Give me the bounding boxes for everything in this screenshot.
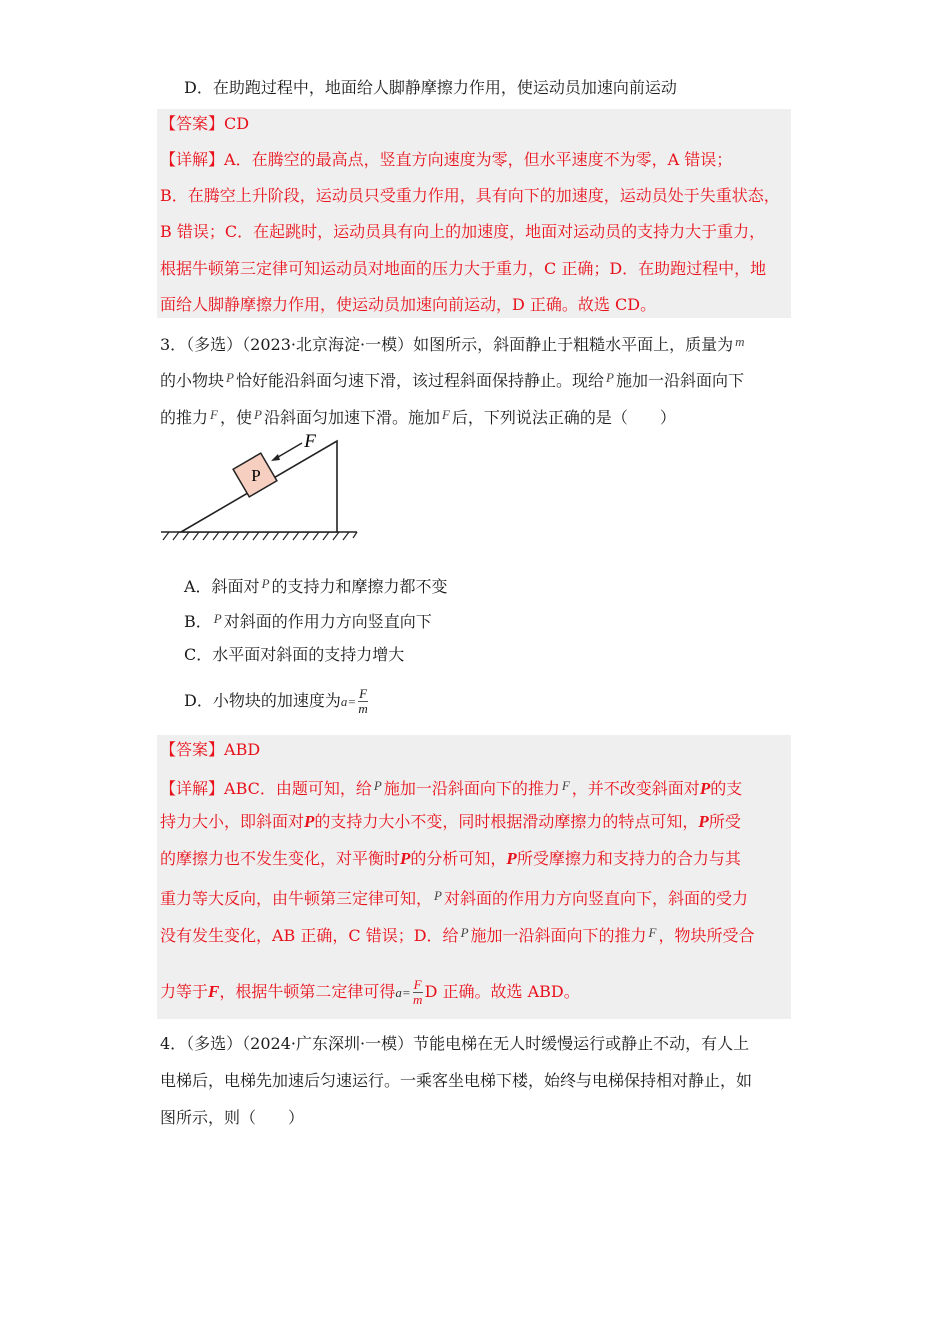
q3-detail-text-1a: ABC．由题可知，给 [224, 779, 372, 798]
q3-detail-line-6 [160, 974, 580, 1011]
var-f: F [648, 925, 657, 940]
q2-detail-text-1: A．在腾空的最高点，竖直方向速度为零，但水平速度不为零，A 错误； [224, 150, 733, 169]
q3-option-d [184, 683, 370, 720]
q2-answer-value: CD [224, 114, 250, 133]
force-label: F [304, 432, 316, 452]
option-b-text-2: 对斜面的作用力方向竖直向下 [223, 612, 432, 631]
q2-answer-label: 【答案】 [160, 114, 225, 133]
q3-detail-text-4a: 重力等大反向，由牛顿第三定律可知， [160, 889, 433, 908]
formula-eq: = [347, 694, 357, 709]
q2-detail-label: 【详解】 [160, 150, 225, 169]
bold-p: P [400, 849, 411, 868]
q2-option-d: D．在助跑过程中，地面给人脚静摩擦力作用，使运动员加速向前运动 [184, 78, 677, 97]
q2-answer [160, 114, 249, 134]
formula-eq: = [401, 985, 411, 1000]
incline-figure [155, 432, 365, 547]
bold-p: P [699, 779, 711, 798]
q3-detail-text-5a: 没有发生变化，AB 正确，C 错误；D．给 [160, 926, 459, 945]
var-p: P [605, 370, 614, 385]
bold-p: P [698, 812, 709, 831]
var-f: F [561, 778, 570, 793]
var-p: P [261, 576, 270, 591]
var-p: P [460, 925, 469, 940]
var-p: P [226, 370, 234, 385]
q3-detail-line-3 [160, 849, 741, 869]
q4-stem-line-1: 4．（多选）（2024·广东深圳·一模）节能电梯在无人时缓慢运行或静止不动，有人上 [160, 1034, 750, 1053]
var-f: F [210, 407, 218, 422]
q3-detail-line-5 [160, 923, 755, 946]
q3-stem-line-2 [160, 368, 744, 391]
fraction-denominator: m [358, 701, 368, 716]
q2-detail-line-3: B 错误；C．在起跳时，运动员具有向上的加速度，地面对运动员的支持力大于重力， [160, 222, 766, 241]
q2-detail-line-5: 面给人脚静摩擦力作用，使运动员加速向前运动，D 正确。故选 CD。 [160, 295, 657, 314]
bold-f: F [208, 982, 220, 1001]
formula-lhs: a [395, 985, 402, 1000]
q4-stem-line-2: 电梯后，电梯先加速后匀速运行。一乘客坐电梯下楼，始终与电梯保持相对静止，如 [160, 1071, 753, 1090]
q3-detail-text-3c: 所受摩擦力和支持力的合力与其 [516, 849, 741, 868]
q3-stem-text-2a: 的小物块 [160, 371, 225, 390]
q2-detail-line-4: 根据牛顿第三定律可知运动员对地面的压力大于重力，C 正确；D．在助跑过程中，地 [160, 259, 767, 278]
q3-answer-label: 【答案】 [160, 740, 225, 759]
option-b-text-1: B． [184, 612, 212, 631]
var-m: m [735, 334, 745, 349]
option-d-text: D．小物块的加速度为 [184, 691, 341, 710]
fraction-f-over-m [413, 978, 423, 1007]
var-p: P [213, 611, 222, 626]
bold-p: P [304, 812, 315, 831]
q3-detail-text-2a: 持力大小，即斜面对 [160, 812, 305, 831]
q3-detail-text-3a: 的摩擦力也不发生变化，对平衡时 [160, 849, 401, 868]
var-p: P [434, 888, 442, 903]
q3-stem-text-1: 3．（多选）（2023·北京海淀·一模）如图所示，斜面静止于粗糙水平面上，质量为 [160, 335, 734, 354]
var-p: P [253, 407, 262, 422]
q3-stem-text-2b: 恰好能沿斜面匀速下滑，该过程斜面保持静止。现给 [235, 371, 604, 390]
var-f: F [441, 407, 450, 422]
q3-detail-text-4b: 对斜面的作用力方向竖直向下，斜面的受力 [443, 889, 748, 908]
q3-detail-text-2b: 的支持力大小不变，同时根据滑动摩擦力的特点可知， [314, 812, 699, 831]
option-a-text-2: 的支持力和摩擦力都不变 [271, 577, 448, 596]
fraction-denominator: m [412, 992, 423, 1007]
q3-detail-line-2 [160, 812, 741, 832]
q3-option-c: C．水平面对斜面的支持力增大 [184, 645, 405, 664]
q3-detail-text-5b: 施加一沿斜面向下的推力 [470, 926, 647, 945]
q3-detail-text-6a: 力等于 [160, 982, 209, 1001]
q3-detail-text-6b: ，根据牛顿第二定律可得 [219, 982, 396, 1001]
ground-hatching [163, 532, 357, 540]
var-p: P [373, 778, 382, 793]
q3-stem-text-3d: 后，下列说法正确的是（ ） [451, 408, 676, 427]
q3-detail-line-1 [160, 776, 742, 799]
q3-stem-text-3b: ，使 [219, 408, 252, 427]
q3-stem-text-3a: 的推力 [160, 408, 209, 427]
q3-detail-text-1d: 的支 [710, 779, 743, 798]
bold-p: P [506, 849, 517, 868]
q3-stem-line-3 [160, 405, 676, 428]
q3-answer [160, 740, 260, 760]
q3-detail-line-4 [160, 886, 748, 909]
q4-stem-line-3: 图所示，则（ ） [160, 1108, 305, 1127]
q2-detail-line-2: B．在腾空上升阶段，运动员只受重力作用，具有向下的加速度，运动员处于失重状态， [160, 186, 780, 205]
q3-stem-line-1 [160, 332, 746, 355]
fraction-f-over-m [358, 687, 368, 716]
q3-option-b [184, 609, 432, 632]
formula-lhs: a [340, 694, 348, 709]
q3-detail-text-2c: 所受 [708, 812, 741, 831]
q3-detail-text-6c: D 正确。故选 ABD。 [424, 982, 580, 1001]
block-label: P [251, 466, 261, 485]
q3-stem-text-3c: 沿斜面匀加速下滑。施加 [263, 408, 440, 427]
fraction-numerator: F [359, 686, 368, 701]
q2-answer-block [157, 109, 791, 318]
q3-detail-label: 【详解】 [160, 779, 225, 798]
q3-stem-text-2c: 施加一沿斜面向下 [615, 371, 744, 390]
q3-detail-text-3b: 的分析可知， [410, 849, 507, 868]
fraction-numerator: F [413, 977, 422, 992]
q3-detail-text-5c: ，物块所受合 [658, 926, 755, 945]
option-a-text-1: A．斜面对 [184, 577, 260, 596]
q3-detail-text-1c: ，并不改变斜面对 [571, 779, 700, 798]
q3-option-a [184, 574, 448, 597]
q3-detail-text-1b: 施加一沿斜面向下的推力 [383, 779, 560, 798]
force-arrow-head [271, 454, 280, 461]
q3-answer-value: ABD [224, 740, 261, 759]
q2-detail-line-1 [160, 150, 732, 170]
